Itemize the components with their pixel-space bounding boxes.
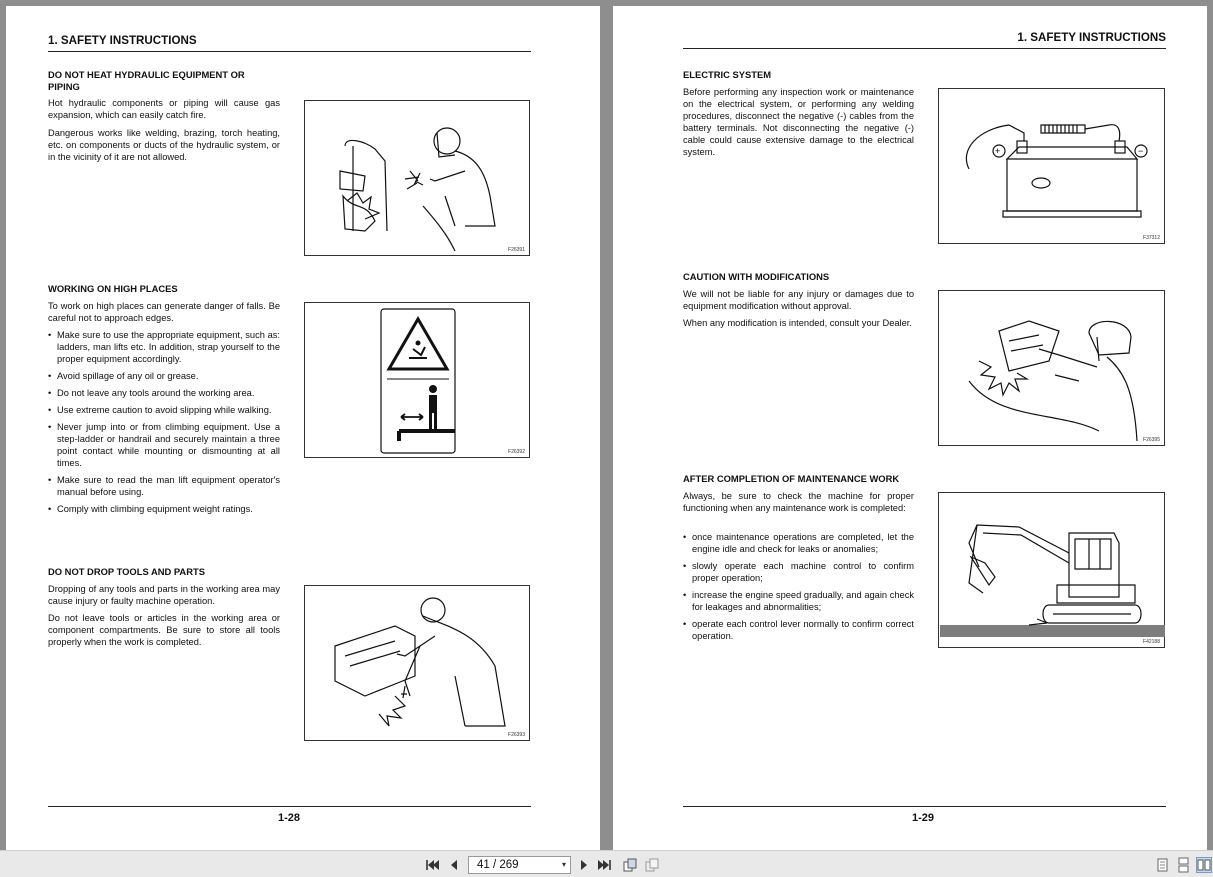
- paragraph: Do not leave tools or articles in the working area or component compartments. Be sure to store all tools properly when the work is completed.: [48, 613, 280, 647]
- svg-text:−: −: [1138, 146, 1144, 156]
- welder-modification-illustration: [938, 290, 1165, 446]
- prev-page-icon[interactable]: [446, 857, 462, 873]
- page-indicator: 41 / 269: [477, 859, 519, 871]
- battery-illustration: [938, 88, 1165, 244]
- dropdown-caret-icon[interactable]: ▾: [561, 860, 566, 869]
- section-title: AFTER COMPLETION OF MAINTENANCE WORK: [683, 473, 900, 484]
- page-header: 1. SAFETY INSTRUCTIONS: [683, 31, 1166, 49]
- two-page-view-icon[interactable]: [1196, 857, 1212, 873]
- last-page-icon[interactable]: [597, 857, 613, 873]
- section-title: WORKING ON HIGH PLACES: [48, 283, 178, 294]
- list-item: • slowly operate each machine control to confirm proper operation;: [683, 560, 914, 584]
- section-title: DO NOT DROP TOOLS AND PARTS: [48, 566, 205, 577]
- figure-id: F26391: [508, 247, 525, 253]
- bullet-list: [48, 329, 280, 520]
- list-item: • Avoid spillage of any oil or grease.: [48, 370, 280, 382]
- footer-divider: [683, 806, 1166, 807]
- figure-id: F37312: [1143, 235, 1160, 241]
- page-header: 1. SAFETY INSTRUCTIONS: [48, 34, 531, 52]
- list-item: • Make sure to read the man lift equipment operator's manual before using.: [48, 474, 280, 498]
- next-page-icon[interactable]: [576, 857, 592, 873]
- paragraph: When any modification is intended, consult your Dealer.: [683, 318, 912, 328]
- first-page-icon[interactable]: [424, 857, 440, 873]
- fall-hazard-sign: [304, 302, 530, 458]
- section-title: ELECTRIC SYSTEM: [683, 69, 772, 80]
- continuous-view-icon[interactable]: [1175, 857, 1191, 873]
- list-item: • Do not leave any tools around the working area.: [48, 387, 280, 399]
- page-number: 1-28: [278, 812, 301, 824]
- section-title: DO NOT HEAT HYDRAULIC EQUIPMENT OR PIPING: [48, 69, 245, 92]
- footer-divider: [48, 806, 531, 807]
- list-item: • Use extreme caution to avoid slipping while walking.: [48, 404, 280, 416]
- figure-id: F42188: [1143, 639, 1160, 645]
- figure-id: F26393: [508, 732, 525, 738]
- page-number: 1-29: [912, 812, 935, 824]
- copy-icon[interactable]: [644, 857, 660, 873]
- page-right: [613, 6, 1207, 850]
- list-item: • Comply with climbing equipment weight ratings.: [48, 503, 280, 515]
- list-item: • increase the engine speed gradually, and again check for leakages and abnormalities;: [683, 589, 914, 613]
- paragraph: Dropping of any tools and parts in the working area may cause injury or faulty machine operation.: [48, 584, 280, 606]
- section-title: CAUTION WITH MODIFICATIONS: [683, 271, 830, 282]
- figure-id: F26392: [508, 449, 525, 455]
- bullet-list: [683, 531, 914, 647]
- list-item: • Never jump into or from climbing equipment. Use a step-ladder or handrail and securely maintain a three point contact while mounting or dismounting at all times.: [48, 421, 280, 469]
- figure-id: F26395: [1143, 437, 1160, 443]
- paragraph: Dangerous works like welding, brazing, torch heating, etc. on components or ducts of the hydraulic system, or in the vicinity of it are not allowed.: [48, 128, 280, 162]
- paragraph: Always, be sure to check the machine for proper functioning when any maintenance work is completed:: [683, 491, 914, 513]
- paragraph: To work on high places can generate danger of falls. Be careful not to approach edges.: [48, 301, 280, 323]
- list-item: • Make sure to use the appropriate equipment, such as: ladders, man lifts etc. In addition, strap yourself to the proper equipment accordingly.: [48, 329, 280, 365]
- welding-hydraulic-illustration: [304, 100, 530, 256]
- viewer-toolbar: [0, 850, 1213, 877]
- paragraph: Hot hydraulic components or piping will cause gas expansion, which can easily catch fire.: [48, 98, 280, 120]
- page-number-input[interactable]: [468, 856, 571, 874]
- dropped-tools-illustration: [304, 585, 530, 741]
- list-item: • once maintenance operations are completed, let the engine idle and check for leaks or anomalies;: [683, 531, 914, 555]
- paragraph: Before performing any inspection work or maintenance on the electrical system, or performing any welding procedures, disconnect the negative (-) cables from the battery terminals. Not disconnecting the negative (-) cable could cause extensive damage to the electrical system.: [683, 87, 914, 157]
- excavator-illustration: [938, 492, 1165, 648]
- rotate-icon[interactable]: [622, 857, 638, 873]
- list-item: • operate each control lever normally to confirm correct operation.: [683, 618, 914, 642]
- page-left: [6, 6, 600, 850]
- svg-text:+: +: [995, 146, 1001, 156]
- paragraph: We will not be liable for any injury or damages due to equipment modification without approval.: [683, 289, 914, 311]
- single-page-view-icon[interactable]: [1154, 857, 1170, 873]
